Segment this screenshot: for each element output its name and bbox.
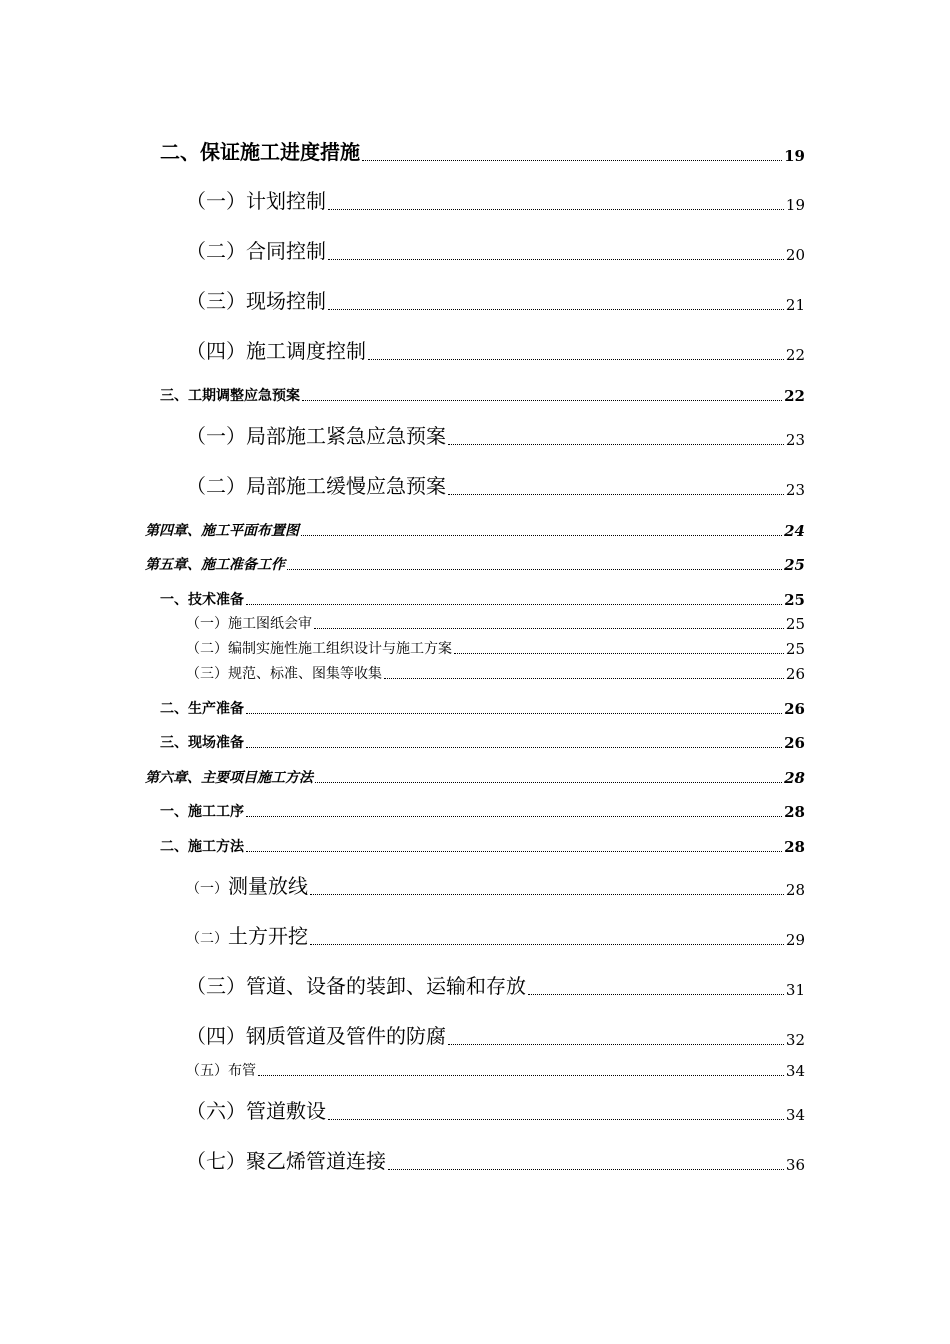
toc-entry-title: （六）管道敷设 <box>186 1099 326 1123</box>
toc-entry-title: （二）合同控制 <box>186 239 326 263</box>
toc-entry-title: （四）施工调度控制 <box>186 339 366 363</box>
toc-entry[interactable] <box>160 385 805 405</box>
toc-entry[interactable] <box>186 613 805 633</box>
toc-entry-title: （五）布管 <box>186 1063 256 1079</box>
dot-leader <box>328 259 784 260</box>
toc-entry[interactable] <box>160 698 805 718</box>
toc-entry-title: （三）管道、设备的装卸、运输和存放 <box>186 974 526 998</box>
toc-entry-title: 三、工期调整应急预案 <box>160 388 300 404</box>
dot-leader <box>448 1044 784 1045</box>
dot-leader <box>362 160 782 161</box>
dot-leader <box>310 944 784 945</box>
dot-leader <box>328 309 784 310</box>
dot-leader <box>328 209 784 210</box>
toc-entry-title: （二）局部施工缓慢应急预案 <box>186 474 446 498</box>
toc-entry-page: 28 <box>784 838 805 856</box>
toc-entry-title: 一、技术准备 <box>160 592 244 608</box>
toc-entry-page: 21 <box>785 296 805 314</box>
toc-entry[interactable] <box>145 554 805 574</box>
toc-entry-number: （二） <box>186 931 228 947</box>
toc-entry-title: （四）钢质管道及管件的防腐 <box>186 1024 446 1048</box>
dot-leader <box>246 604 782 605</box>
toc-entry-number: （一） <box>186 881 228 897</box>
toc-entry-page: 26 <box>784 700 805 718</box>
dot-leader <box>315 782 782 783</box>
toc-entry[interactable] <box>160 589 805 609</box>
toc-entry-page: 29 <box>785 931 805 949</box>
toc-entry-page: 19 <box>785 196 805 214</box>
toc-entry-page: 24 <box>784 522 805 540</box>
toc-entry[interactable] <box>186 1145 805 1174</box>
dot-leader <box>246 816 782 817</box>
toc-entry-title: 一、施工工序 <box>160 804 244 820</box>
toc-entry[interactable] <box>186 663 805 683</box>
dot-leader <box>448 494 784 495</box>
toc-entry-page: 22 <box>785 346 805 364</box>
dot-leader <box>454 653 784 654</box>
toc-entry-title: 二、生产准备 <box>160 701 244 717</box>
toc-entry[interactable] <box>186 1020 805 1049</box>
toc-entry-page: 23 <box>785 431 805 449</box>
dot-leader <box>246 747 782 748</box>
toc-entry-page: 31 <box>785 981 805 999</box>
toc-entry-page: 26 <box>785 665 805 683</box>
toc-entry-title: （三）现场控制 <box>186 289 326 313</box>
toc-entry[interactable] <box>186 235 805 264</box>
toc-entry-page: 22 <box>784 387 805 405</box>
toc-entry-label: 土方开挖 <box>228 924 308 948</box>
toc-entry-title: （一）计划控制 <box>186 189 326 213</box>
toc-entry-page: 36 <box>785 1156 805 1174</box>
toc-entry-page: 19 <box>784 147 805 165</box>
dot-leader <box>246 851 782 852</box>
toc-entry[interactable] <box>145 767 805 787</box>
dot-leader <box>310 894 784 895</box>
toc-entry[interactable] <box>160 801 805 821</box>
dot-leader <box>287 569 782 570</box>
dot-leader <box>302 400 782 401</box>
toc-entry[interactable] <box>186 1095 805 1124</box>
toc-entry[interactable] <box>186 335 805 364</box>
toc-entry[interactable] <box>186 470 805 499</box>
dot-leader <box>314 628 784 629</box>
dot-leader <box>246 713 782 714</box>
toc-entry[interactable] <box>145 520 805 540</box>
toc-entry-title: （七）聚乙烯管道连接 <box>186 1149 386 1173</box>
toc-entry[interactable] <box>186 1060 805 1080</box>
toc-entry-title: 第六章、主要项目施工方法 <box>145 770 313 786</box>
toc-entry-page: 32 <box>785 1031 805 1049</box>
toc-entry-title: （三）规范、标准、图集等收集 <box>186 666 382 682</box>
toc-entry-page: 25 <box>785 615 805 633</box>
toc-entry-page: 23 <box>785 481 805 499</box>
toc-entry-page: 25 <box>785 640 805 658</box>
toc-entry-title <box>186 870 308 899</box>
toc-entry-title: 第四章、施工平面布置图 <box>145 523 299 539</box>
dot-leader <box>384 678 784 679</box>
toc-entry-title: 第五章、施工准备工作 <box>145 557 285 573</box>
toc-entry-page: 25 <box>784 556 805 574</box>
dot-leader <box>388 1169 784 1170</box>
toc-entry-label: 测量放线 <box>228 874 308 898</box>
toc-entry-title: 二、保证施工进度措施 <box>160 140 360 164</box>
toc-entry[interactable] <box>186 420 805 449</box>
toc-entry-page: 34 <box>785 1062 805 1080</box>
toc-entry-page: 20 <box>785 246 805 264</box>
toc-entry-title: （一）施工图纸会审 <box>186 616 312 632</box>
dot-leader <box>368 359 784 360</box>
toc-entry-page: 34 <box>785 1106 805 1124</box>
toc-entry-page: 28 <box>785 881 805 899</box>
dot-leader <box>301 535 782 536</box>
toc-entry-title: 二、施工方法 <box>160 839 244 855</box>
toc-entry[interactable] <box>160 732 805 752</box>
toc-entry-title: 三、现场准备 <box>160 735 244 751</box>
toc-entry[interactable] <box>186 185 805 214</box>
toc-entry-title <box>186 920 308 949</box>
toc-entry-title: （二）编制实施性施工组织设计与施工方案 <box>186 641 452 657</box>
toc-entry[interactable] <box>186 920 805 949</box>
toc-entry-page: 28 <box>784 803 805 821</box>
toc-entry[interactable] <box>186 285 805 314</box>
toc-entry[interactable] <box>186 970 805 999</box>
toc-entry-page: 25 <box>784 591 805 609</box>
dot-leader <box>328 1119 784 1120</box>
dot-leader <box>448 444 784 445</box>
toc-entry[interactable] <box>186 638 805 658</box>
toc-entry-title: （一）局部施工紧急应急预案 <box>186 424 446 448</box>
dot-leader <box>528 994 784 995</box>
toc-entry-page: 28 <box>784 769 805 787</box>
toc-entry[interactable] <box>186 870 805 899</box>
toc-entry[interactable] <box>160 136 805 165</box>
toc-entry-page: 26 <box>784 734 805 752</box>
toc-entry[interactable] <box>160 836 805 856</box>
dot-leader <box>258 1075 784 1076</box>
